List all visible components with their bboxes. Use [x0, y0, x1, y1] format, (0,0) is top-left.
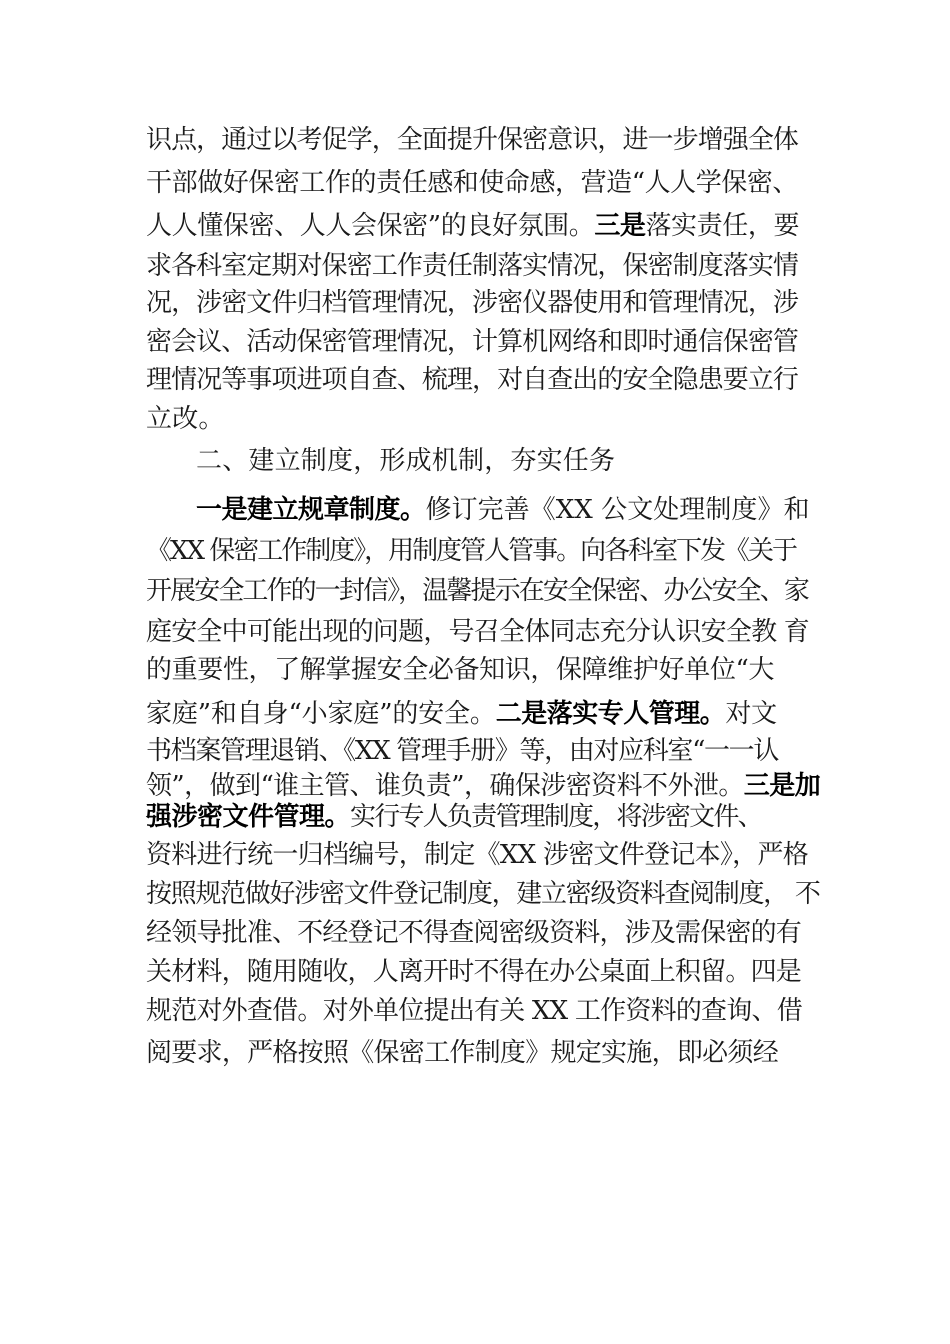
text-line [146, 916, 801, 950]
text-line [146, 877, 820, 911]
text-line [146, 955, 801, 989]
body-text: 《XX 保密工作制度》，用制度管人管事。向各科室下发《关于 [146, 536, 796, 566]
body-text: 家庭”和自身“小家庭”的安全。 [146, 699, 496, 729]
bold-heading-text: 三是加 [743, 771, 821, 801]
text-line [146, 697, 777, 731]
body-text: 书档案管理退销、《XX 管理手册》等，由对应科室“一一认 [146, 736, 778, 766]
body-text: 的重要性，了解掌握安全必备知识，保障维护好单位“大 [146, 655, 774, 685]
text-line [196, 444, 615, 478]
body-text: 人人懂保密、人人会保密”的良好氛围。 [146, 211, 595, 241]
bold-heading-text: 强涉密文件管理。 [146, 802, 351, 832]
body-text: 资料进行统一归档编号，制定《XX 涉密文件登记本》，严格 [146, 840, 808, 870]
body-text: 理情况等事项进项自查、梳理，对自查出的安全隐患要立行 [146, 365, 798, 395]
text-line [146, 166, 798, 200]
body-text: 实行专人负责管理制度，将涉密文件、 [350, 802, 762, 832]
text-line [146, 574, 808, 608]
text-line [146, 249, 798, 283]
text-line [146, 123, 798, 157]
body-text: 二、建立制度，形成机制，夯实任务 [196, 446, 616, 476]
text-line [146, 325, 798, 359]
bold-heading-text: 三是 [594, 211, 646, 241]
body-text: 求各科室定期对保密工作责任制落实情况，保密制度落实情 [146, 251, 798, 281]
bold-heading-text: 二是落实专人管理。 [495, 699, 726, 729]
text-line [146, 734, 778, 768]
body-text: 按照规范做好涉密文件登记制度，建立密级资料查阅制度， 不 [146, 879, 820, 909]
body-text: 修订完善《XX 公文处理制度》和 [425, 495, 810, 525]
text-line [146, 615, 809, 649]
body-text: 经领导批准、不经登记不得查阅密级资料，涉及需保密的有 [146, 918, 801, 948]
text-line [146, 286, 798, 320]
body-text: 开展安全工作的一封信》，温馨提示在安全保密、办公安全、家 [146, 576, 808, 606]
body-text: 关材料，随用随收，人离开时不得在办公桌面上积留。四是 [146, 957, 801, 987]
text-line [146, 209, 799, 243]
text-line [196, 493, 810, 527]
text-line [146, 800, 762, 834]
body-text: 况，涉密文件归档管理情况，涉密仪器使用和管理情况，涉 [146, 288, 798, 318]
text-line [146, 402, 225, 436]
text-line [146, 363, 798, 397]
body-text: 庭安全中可能出现的问题，号召全体同志充分认识安全教 育 [146, 617, 809, 647]
body-text: 对文 [725, 699, 778, 729]
text-line [146, 838, 808, 872]
body-text: 阅要求，严格按照《保密工作制度》规定实施，即必须经 [146, 1038, 778, 1068]
text-line [146, 1036, 778, 1070]
body-text: 领”，做到“谁主管、谁负责”，确保涉密资料不外泄。 [146, 771, 744, 801]
text-line [146, 769, 820, 803]
body-text: 密会议、活动保密管理情况，计算机网络和即时通信保密管 [146, 327, 798, 357]
body-text: 识点，通过以考促学，全面提升保密意识，进一步增强全体 [146, 125, 798, 155]
text-line [146, 994, 802, 1028]
body-text: 干部做好保密工作的责任感和使命感，营造“人人学保密、 [146, 168, 798, 198]
body-text: 立改。 [146, 404, 225, 434]
bold-heading-text: 一是建立规章制度。 [196, 495, 426, 525]
text-line [146, 534, 796, 568]
text-line [146, 653, 774, 687]
body-text: 落实责任，要 [645, 211, 800, 241]
body-text: 规范对外查借。对外单位提出有关 XX 工作资料的查询、借 [146, 996, 802, 1026]
